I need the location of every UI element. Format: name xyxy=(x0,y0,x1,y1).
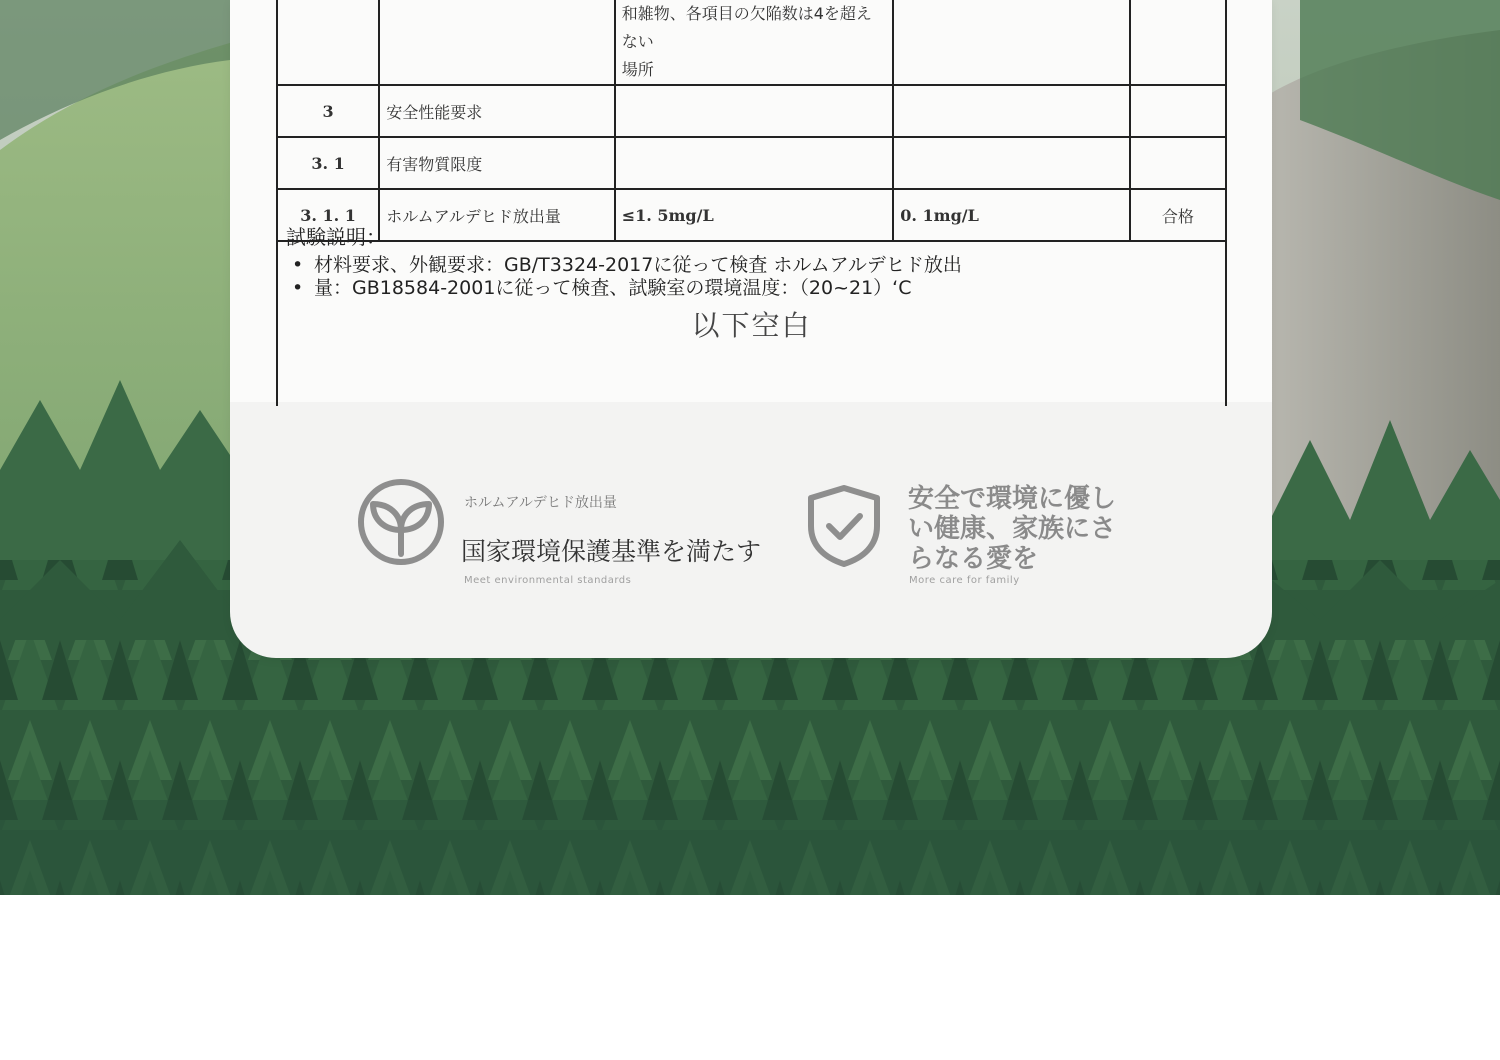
feature-english: Meet environmental standards xyxy=(464,575,632,586)
content-panel xyxy=(230,0,1272,658)
row-result xyxy=(1130,85,1226,137)
test-notes xyxy=(276,216,1227,406)
slogan-line: い健康、家族にさ xyxy=(908,514,1117,544)
row-requirement xyxy=(615,85,894,137)
row-result: 合格 xyxy=(1130,189,1226,241)
row-item: 安全性能要求 xyxy=(379,85,614,137)
row-number: 3 xyxy=(277,85,379,137)
feature-english: More care for family xyxy=(909,575,1020,586)
feature-small-label: ホルムアルデヒド放出量 xyxy=(464,495,617,511)
row-item: 有害物質限度 xyxy=(379,137,614,189)
row-item xyxy=(379,0,614,85)
notes-text: 材料要求、外観要求：GB/T3324-2017に従って検査 ホルムアルデヒド放出 xyxy=(314,254,962,276)
feature-slogan xyxy=(908,484,1116,574)
notes-line xyxy=(292,273,912,300)
slogan-line: 安全で環境に優し xyxy=(908,484,1117,514)
feature-strip xyxy=(230,402,1272,658)
leaf-sprout-icon xyxy=(357,478,445,566)
bullet: • xyxy=(292,277,304,299)
table-row xyxy=(277,0,1226,85)
row-requirement: ≤1. 5mg/L xyxy=(615,189,894,241)
table-row xyxy=(277,137,1226,189)
feature-headline: 国家環境保護基準を満たす xyxy=(461,537,762,566)
requirement-line: 和雑物、各項目の欠陥数は4を超えない xyxy=(621,4,872,51)
row-item: ホルムアルデヒド放出量 xyxy=(379,189,614,241)
row-requirement xyxy=(615,0,894,85)
row-number xyxy=(277,0,379,85)
row-measured xyxy=(893,0,1129,85)
notes-text: 量：GB18584-2001に従って検査、試験室の環境温度：（20~21）‘C xyxy=(314,277,912,299)
table-row xyxy=(277,85,1226,137)
test-report-document xyxy=(230,0,1272,402)
slogan-line: らなる愛を xyxy=(908,544,1039,574)
blank-below-text: 以下空白 xyxy=(691,309,812,342)
row-number: 3. 1 xyxy=(277,137,379,189)
notes-title: 試験説明： xyxy=(286,225,386,249)
row-result xyxy=(1130,137,1226,189)
requirement-line: 場所 xyxy=(621,60,654,79)
row-measured xyxy=(893,85,1129,137)
shield-check-icon xyxy=(807,484,881,568)
row-result xyxy=(1130,0,1226,85)
row-measured: 0. 1mg/L xyxy=(893,189,1129,241)
row-measured xyxy=(893,137,1129,189)
test-report-table xyxy=(276,0,1227,242)
bullet: • xyxy=(292,254,304,276)
row-requirement xyxy=(615,137,894,189)
row-number: 3. 1. 1 xyxy=(277,189,379,241)
